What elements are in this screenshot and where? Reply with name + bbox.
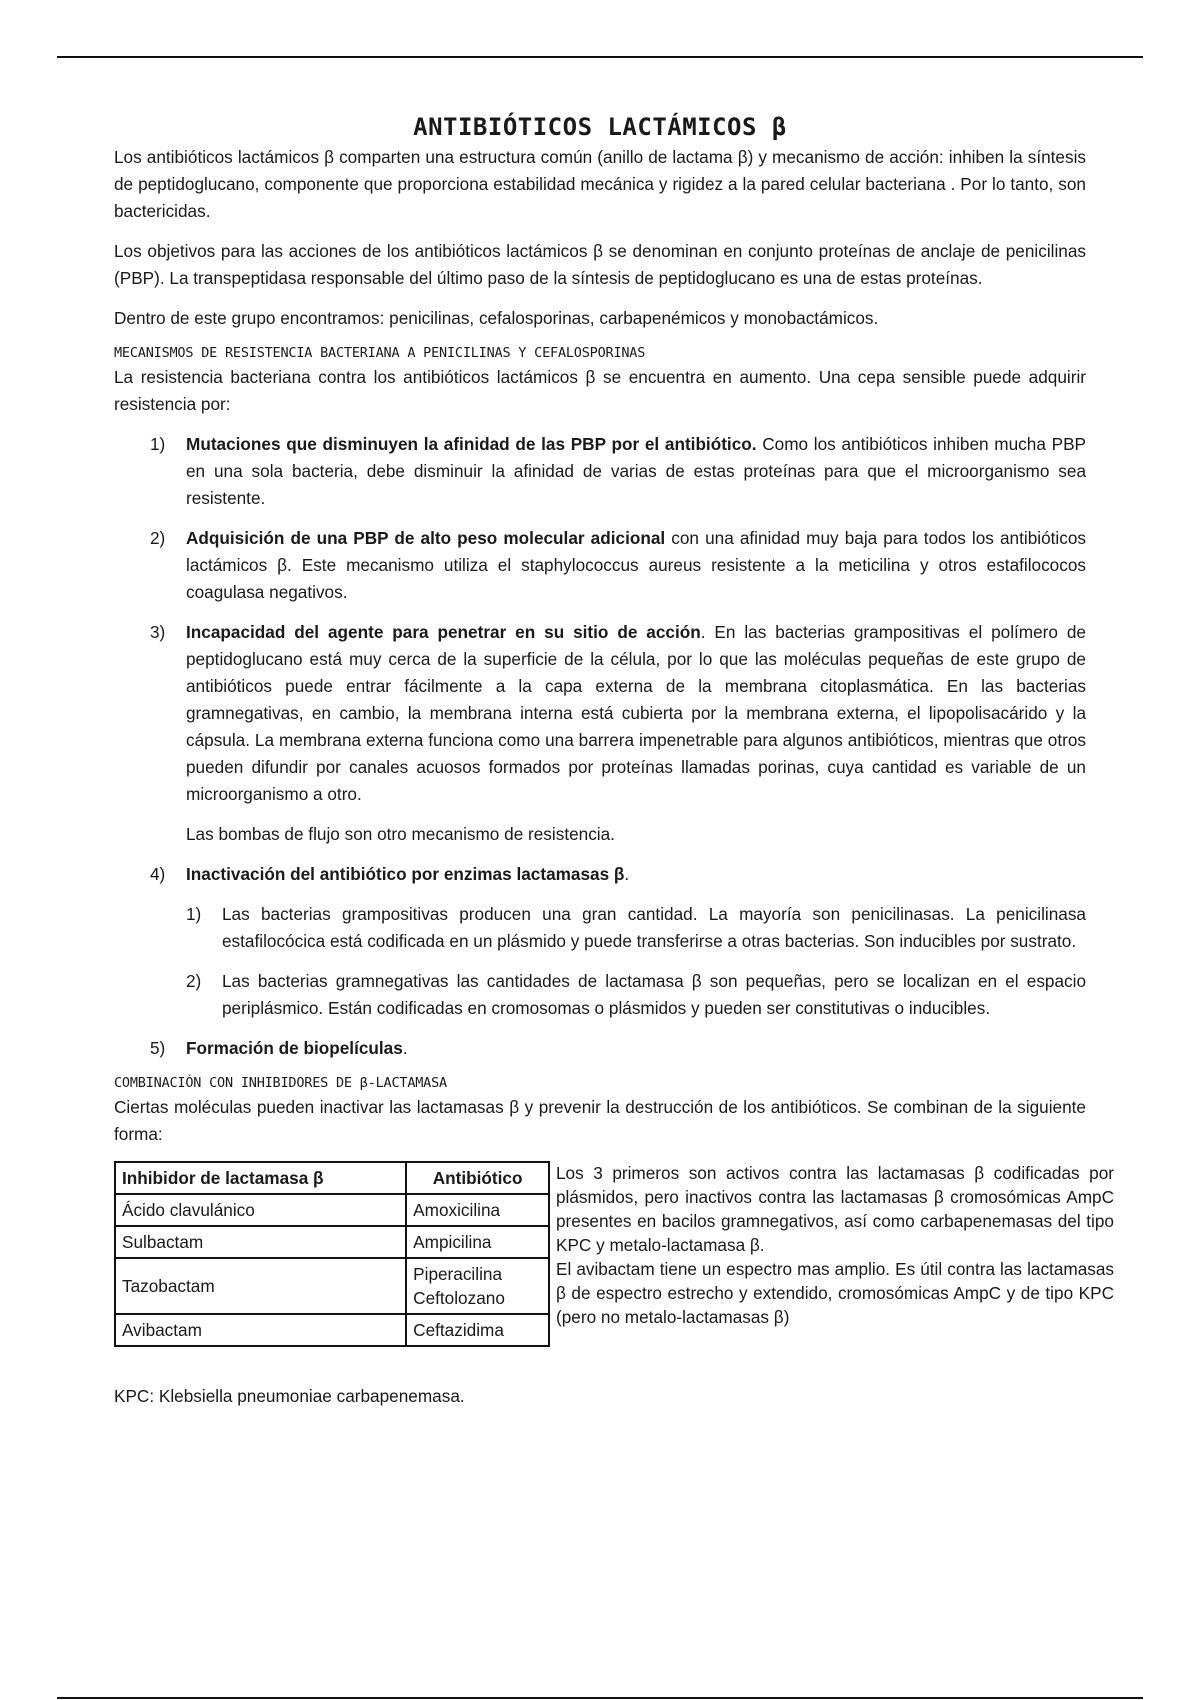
table-cell: Amoxicilina [406,1194,549,1226]
inhibitor-note-1: Los 3 primeros son activos contra las lactamasas β codificadas por plásmidos, pero inactivos contra las lactamasas β cromosómicas AmpC presentes en bacilos gramnegativos, así como carbapenemasas del tipo KPC y metalo-lactamasa β. [556,1163,1114,1255]
table-row [115,1226,549,1258]
list-item-bold: Formación de biopelículas [186,1038,403,1058]
section-heading-inhibitors: COMBINACIÓN CON INHIBIDORES DE β-LACTAMASA [114,1075,447,1091]
table-cell-line: Ceftolozano [413,1288,505,1308]
list-item [114,861,1086,888]
list-number: 5) [150,1038,166,1058]
sub-list-text: Las bacterias grampositivas producen una gran cantidad. La mayoría son penicilinasas. La penicilinasa estafilocócica está codificada en un plásmido y puede transferirse a otras bacterias. Son inducibles por sustrato. [222,904,1086,951]
list-item-continuation: Las bombas de flujo son otro mecanismo de resistencia. [186,824,615,844]
table-cell: Tazobactam [115,1258,406,1314]
sub-list-text: Las bacterias gramnegativas las cantidades de lactamasa β son pequeñas, pero se localizan en el espacio periplásmico. Están codificadas en cromosomas o plásmidos y pueden ser constitutivas o inducibles. [222,971,1086,1018]
table-header-row [115,1162,549,1194]
page-title: ANTIBIÓTICOS LACTÁMICOS β [413,113,787,141]
list-item [114,619,1086,808]
table-row [115,1194,549,1226]
table-cell: Sulbactam [115,1226,406,1258]
table-cell: Ceftazidima [406,1314,549,1346]
section-heading-resistance: MECANISMOS DE RESISTENCIA BACTERIANA A PENICILINAS Y CEFALOSPORINAS [114,345,646,361]
list-item [114,525,1086,606]
list-number: 2) [150,528,166,548]
list-number: 1) [150,434,166,454]
list-item [114,1035,1086,1062]
list-item [114,431,1086,512]
table-cell: Ácido clavulánico [115,1194,406,1226]
table-header: Antibiótico [406,1162,549,1194]
inhibitors-block [114,1161,1114,1373]
table-cell: Ampicilina [406,1226,549,1258]
list-item-text: . [402,1038,408,1058]
table-row [115,1314,549,1346]
list-item-bold: Adquisición de una PBP de alto peso molecular adicional [186,528,666,548]
intro-paragraph-2: Los objetivos para las acciones de los antibióticos lactámicos β se denominan en conjunto proteínas de anclaje de penicilinas (PBP). La transpeptidasa responsable del último paso de la síntesis de peptidoglucano es una de estas proteínas. [114,241,1086,288]
bottom-rule [57,1697,1143,1699]
intro-paragraph-3: Dentro de este grupo encontramos: penicilinas, cefalosporinas, carbapenémicos y monobactámicos. [114,308,879,328]
list-item-bold: Inactivación del antibiótico por enzimas lactamasas β [186,864,625,884]
footnote: KPC: Klebsiella pneumoniae carbapenemasa. [114,1386,465,1406]
list-item-bold: Mutaciones que disminuyen la afinidad de las PBP por el antibiótico. [186,434,757,454]
inhibitor-table [114,1161,550,1347]
list-item-bold: Incapacidad del agente para penetrar en su sitio de acción [186,622,701,642]
resistance-list [114,431,1086,1062]
sub-list-item [114,968,1086,1022]
document-page [114,112,1114,1423]
inhibitor-notes [556,1161,1114,1329]
top-rule [57,56,1143,58]
intro-paragraph-1: Los antibióticos lactámicos β comparten una estructura común (anillo de lactama β) y mecanismo de acción: inhiben la síntesis de peptidoglucano, componente que proporciona estabilidad mecánica y rigidez a la pared celular bacteriana . Por lo tanto, son bactericidas. [114,147,1086,221]
list-number: 4) [150,864,166,884]
list-item-text: con una afinidad muy baja para todos los antibióticos lactámicos β. Este mecanismo utiliza el staphylococcus aureus resistente a la meticilina y otros estafilococos coagulasa negativos. [186,528,1086,602]
list-item-text: Como los antibióticos inhiben mucha PBP en una sola bacteria, debe disminuir la afinidad de varias de estas proteínas para que el microorganismo sea resistente. [186,434,1086,508]
table-cell: Avibactam [115,1314,406,1346]
table-row [115,1258,549,1314]
sub-list-number: 1) [186,904,202,924]
inhibitors-intro: Ciertas moléculas pueden inactivar las lactamasas β y prevenir la destrucción de los antibióticos. Se combinan de la siguiente forma: [114,1097,1086,1144]
list-number: 3) [150,622,166,642]
inhibitor-note-2: El avibactam tiene un espectro mas amplio. Es útil contra las lactamasas β de espectro estrecho y extendido, cromosómicas AmpC y de tipo KPC (pero no metalo-lactamasas β) [556,1259,1114,1327]
table-header: Inhibidor de lactamasa β [115,1162,406,1194]
list-item-text: . [624,864,630,884]
table-cell-multiline [406,1258,549,1314]
sub-list-item [114,901,1086,955]
sub-list-number: 2) [186,971,202,991]
resistance-intro: La resistencia bacteriana contra los antibióticos lactámicos β se encuentra en aumento. Una cepa sensible puede adquirir resistencia por: [114,367,1086,414]
list-item-text: . En las bacterias grampositivas el polímero de peptidoglucano está muy cerca de la superficie de la célula, por lo que las moléculas pequeñas de este grupo de antibióticos puede entrar fácilmente a la capa externa de la membrana citoplasmática. En las bacterias gramnegativas, en cambio, la membrana interna está cubierta por la membrana externa, el lipopolisacárido y la cápsula. La membrana externa funciona como una barrera impenetrable para algunos antibióticos, mientras que otros pueden difundir por canales acuosos formados por proteínas llamadas porinas, cuya cantidad es variable de un microorganismo a otro. [186,622,1086,804]
table-cell-line: Piperacilina [413,1264,503,1284]
